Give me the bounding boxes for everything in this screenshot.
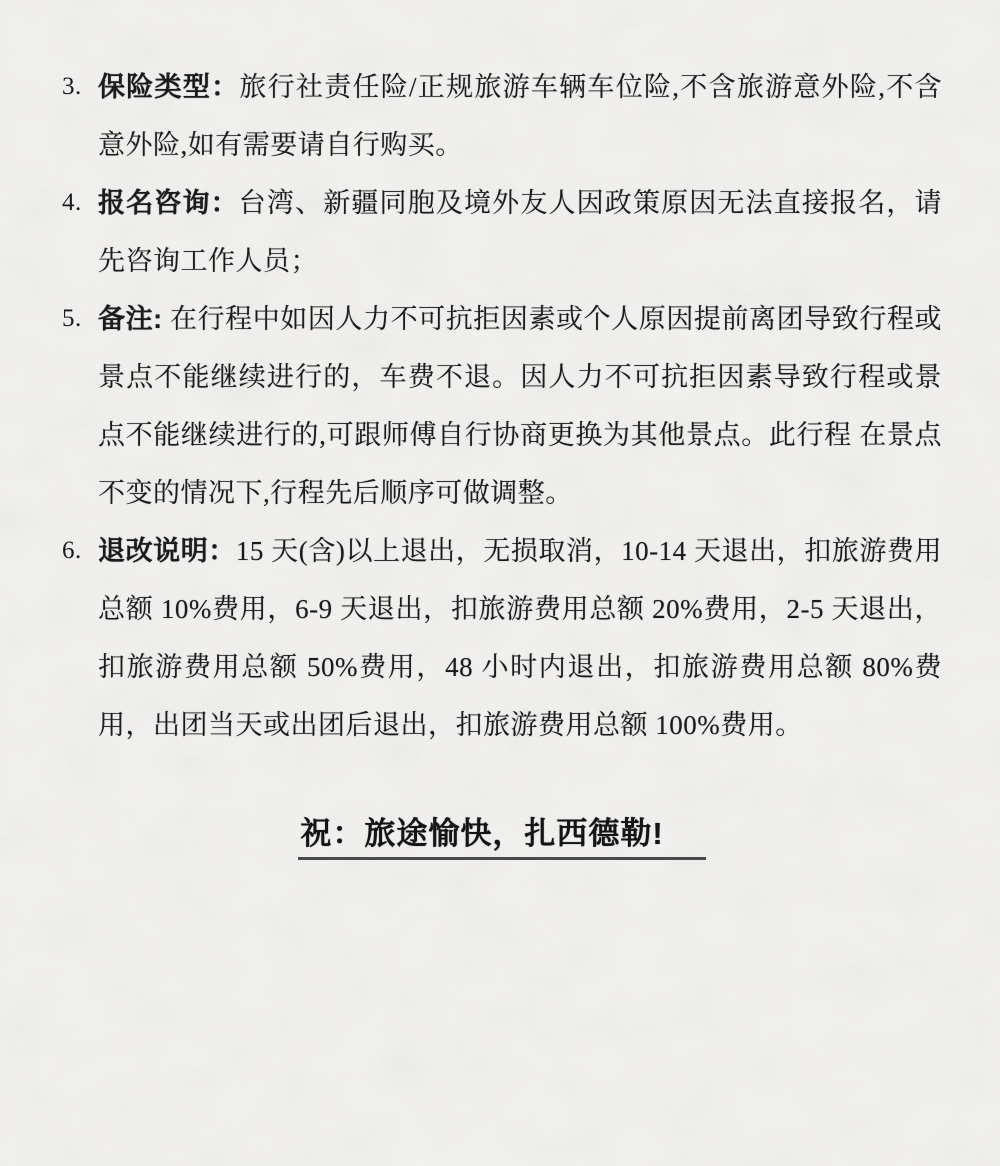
list-item-remarks — [62, 290, 942, 522]
item-body: 15 天(含)以上退出，无损取消，10-14 天退出，扣旅游费用总额 10%费用，6-9 天退出，扣旅游费用总额 20%费用，2-5 天退出，扣旅游费用总额 50%费用，48 小时内退出，扣旅游费用总额 80%费用，出团当天或出团后退出，扣旅游费用总额 100%费用。 — [98, 536, 943, 740]
list-item-cancellation-policy — [62, 522, 942, 754]
item-number: 6. — [62, 537, 82, 564]
item-body: 旅行社责任险/正规旅游车辆车位险,不含旅游意外险,不含意外险,如有需要请自行购买。 — [98, 72, 942, 160]
item-body: 在行程中如因人力不可抗拒因素或个人原因提前离团导致行程或景点不能继续进行的，车费不退。因人力不可抗拒因素导致行程或景点不能继续进行的,可跟师傅自行协商更换为其他景点。此行程 在景点不变的情况下,行程先后顺序可做调整。 — [98, 304, 943, 508]
item-text — [98, 290, 942, 522]
list-item-insurance — [62, 58, 942, 174]
item-number: 3. — [62, 73, 82, 100]
list-item-registration — [62, 174, 942, 290]
item-text — [98, 58, 942, 174]
item-text — [98, 522, 942, 754]
item-body: 台湾、新疆同胞及境外友人因政策原因无法直接报名，请先咨询工作人员； — [98, 188, 943, 276]
item-number: 5. — [62, 305, 82, 332]
item-label: 保险类型： — [98, 72, 240, 102]
item-label: 报名咨询： — [98, 188, 239, 218]
item-label: 退改说明： — [98, 536, 236, 566]
item-text — [98, 174, 942, 290]
footer-blessing — [62, 808, 942, 860]
terms-list — [62, 58, 942, 754]
item-label: 备注: — [98, 304, 163, 334]
blessing-text: 祝：旅途愉快，扎西德勒! — [298, 808, 705, 860]
item-number: 4. — [62, 189, 82, 216]
